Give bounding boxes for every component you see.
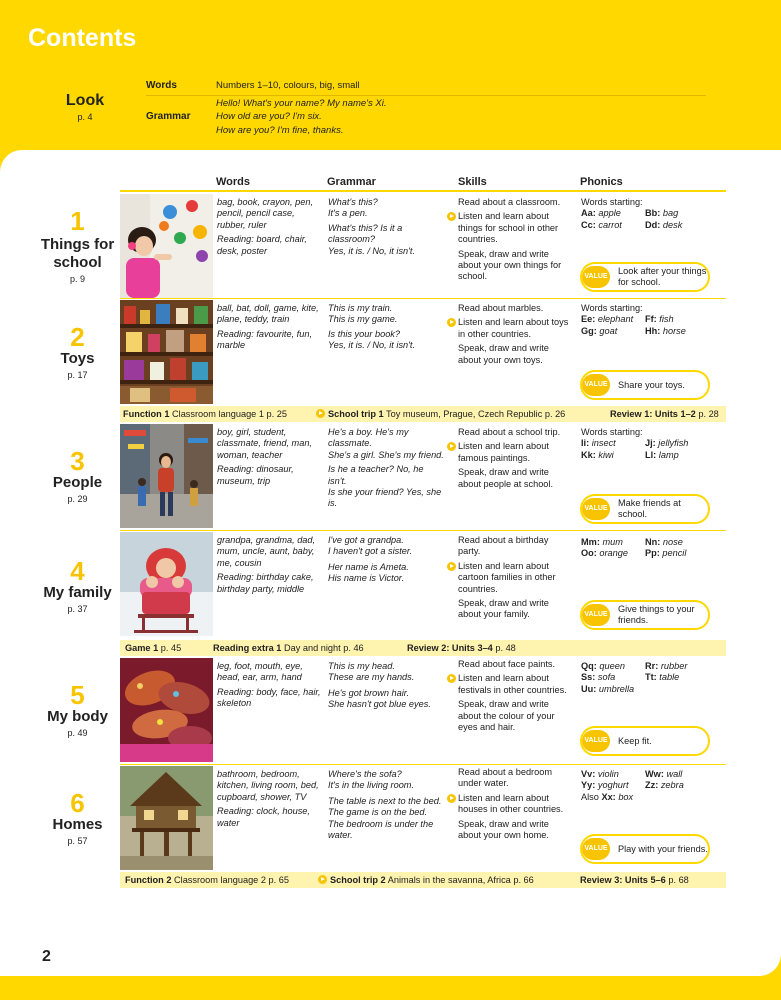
look-title: Look — [65, 92, 105, 109]
value-badge — [580, 370, 710, 400]
phonics-item: Bb: bag — [645, 208, 679, 219]
words-cell — [217, 427, 321, 490]
unit-title-line1: My body — [47, 708, 108, 725]
extras-strip — [120, 406, 726, 422]
audio-play-icon — [316, 409, 325, 418]
words-list: boy, girl, student, classmate, friend, man, woman, teacher — [217, 427, 312, 460]
unit-title-line1: My family — [43, 584, 112, 601]
skill-listening: Listen and learn about famous paintings. — [458, 441, 572, 464]
unit-number: 2 — [70, 322, 85, 352]
strip-review: Review 3: Units 5–6 p. 68 — [580, 875, 689, 885]
grammar-cell — [328, 197, 448, 260]
skills-cell — [458, 303, 572, 369]
grammar-line: The table is next to the bed. — [328, 795, 442, 806]
unit-photo-treehouse — [120, 766, 213, 870]
value-icon: VALUE — [582, 374, 610, 396]
unit-photo-street-girl — [120, 424, 213, 528]
grammar-line: What's this? — [328, 197, 378, 207]
words-list: grandpa, grandma, dad, mum, uncle, aunt, baby, me, cousin — [217, 535, 316, 568]
reading-words: Reading: dinosaur, museum, trip — [217, 464, 294, 486]
skill-reading: Read about face paints. — [458, 659, 556, 669]
unit-number: 6 — [70, 788, 85, 818]
reading-words: Reading: board, chair, desk, poster — [217, 234, 307, 256]
phonics-item: Mm: mum — [581, 537, 623, 547]
value-text: Play with your friends. — [618, 843, 708, 854]
words-list: ball, bat, doll, game, kite, plane, teddy, train — [217, 303, 319, 325]
phonics-item: Dd: desk — [645, 219, 683, 230]
words-cell — [217, 769, 321, 832]
audio-play-icon — [447, 562, 456, 571]
grammar-line: He's got brown hair. — [328, 687, 410, 698]
phonics-item: Ff: fish — [645, 314, 674, 325]
phonics-item: Ss: sofa — [581, 672, 616, 683]
audio-play-icon — [447, 794, 456, 803]
skill-speaking: Speak, draw and write about your family. — [458, 598, 549, 620]
phonics-item: Oo: orange — [581, 548, 628, 559]
grammar-line: This is my game. — [328, 314, 398, 325]
phonics-cell — [581, 661, 721, 695]
skill-reading: Read about a bedroom under water. — [458, 767, 552, 789]
phonics-item: Gg: goat — [581, 325, 618, 336]
grammar-cell — [328, 535, 448, 585]
extras-strip — [120, 640, 726, 656]
value-text: Make friends at school. — [618, 498, 681, 519]
words-cell — [217, 303, 321, 355]
phonics-item: Uu: umbrella — [581, 683, 635, 694]
value-icon: VALUE — [582, 266, 610, 288]
phonics-cell — [581, 197, 721, 231]
skills-cell — [458, 197, 572, 286]
reading-words: Reading: birthday cake, birthday party, middle — [217, 572, 314, 594]
skill-reading: Read about a classroom. — [458, 197, 561, 207]
unit-page: p. 29 — [67, 494, 88, 504]
skill-listening: Listen and learn about toys in other countries. — [458, 317, 572, 340]
grammar-line: She hasn't got blue eyes. — [328, 699, 431, 710]
grammar-line: It's in the living room. — [328, 780, 415, 791]
unit-page: p. 17 — [67, 370, 88, 380]
unit-title-line1: Homes — [52, 816, 103, 833]
unit-page: p. 9 — [69, 274, 85, 284]
page-number: 2 — [42, 948, 51, 965]
unit-title-line1: People — [52, 474, 103, 491]
value-badge — [580, 494, 710, 524]
unit-page: p. 37 — [67, 604, 88, 614]
grammar-cell — [328, 427, 444, 510]
look-words-label: Words — [146, 80, 177, 91]
skill-speaking: Speak, draw and write about people at school. — [458, 467, 554, 489]
grammar-line: I haven't got a sister. — [328, 546, 413, 557]
divider — [146, 95, 706, 96]
unit-page: p. 57 — [67, 836, 88, 846]
grammar-line: Is he a teacher? No, he isn't. — [328, 464, 424, 486]
look-grammar-label: Grammar — [146, 111, 191, 122]
column-header-grammar: Grammar — [327, 176, 376, 188]
value-text: Keep fit. — [618, 735, 652, 746]
phonics-item: Yy: yoghurt — [581, 780, 629, 791]
grammar-line: What's this? Is it a classroom? — [328, 222, 403, 245]
skill-listening: Listen and learn about things for school in other countries. — [458, 211, 572, 245]
value-badge — [580, 834, 710, 864]
skill-reading: Read about marbles. — [458, 303, 544, 313]
phonics-cell — [581, 427, 721, 461]
grammar-line: His name is Victor. — [328, 573, 405, 584]
grammar-cell — [328, 661, 448, 711]
strip-function: Function 2 Classroom language 2 p. 65 — [125, 875, 289, 885]
grammar-line: The bedroom is under the water. — [328, 818, 434, 841]
grammar-line: Is she your friend? Yes, she is. — [328, 487, 442, 509]
grammar-line: He's a boy. He's my classmate. — [328, 427, 409, 449]
words-list: leg, foot, mouth, eye, head, ear, arm, hand — [217, 661, 303, 683]
phonics-item: Rr: rubber — [645, 661, 688, 671]
value-badge — [580, 262, 710, 292]
unit-title-line1: Things for — [40, 236, 115, 253]
phonics-item: Qq: queen — [581, 661, 625, 671]
phonics-intro: Words starting: — [581, 303, 643, 313]
grammar-line: She's a girl. She's my friend. — [328, 449, 444, 460]
phonics-item: Hh: horse — [645, 325, 686, 336]
value-badge — [580, 600, 710, 630]
look-words: Numbers 1–10, colours, big, small — [216, 80, 360, 91]
grammar-line: Yes, it is. / No, it isn't. — [328, 245, 416, 256]
reading-words: Reading: clock, house, water — [217, 806, 310, 828]
skill-speaking: Speak, draw and write about your own toys. — [458, 343, 549, 365]
value-icon: VALUE — [582, 604, 610, 626]
look-section — [0, 76, 781, 146]
words-list: bathroom, bedroom, kitchen, living room, bed, cupboard, shower, TV — [217, 769, 319, 802]
phonics-item: Also Xx: box — [581, 791, 634, 802]
phonics-item: Nn: nose — [645, 537, 683, 547]
grammar-line: Yes, it is. / No, it isn't. — [328, 340, 416, 351]
phonics-item: Zz: zebra — [645, 780, 684, 791]
grammar-line: This is my head. — [328, 661, 395, 671]
column-header-phonics: Phonics — [580, 176, 623, 188]
unit-title-line1: Toys — [60, 350, 95, 367]
value-text: Give things to your friends. — [618, 604, 695, 625]
strip-review: Review 2: Units 3–4 p. 48 — [407, 643, 516, 653]
value-text: Look after your things for school. — [618, 266, 707, 287]
unit-number: 3 — [70, 446, 85, 476]
phonics-cell — [581, 769, 721, 803]
grammar-line: These are my hands. — [328, 672, 415, 683]
unit-photo-painting-child — [120, 194, 213, 298]
page-title: Contents — [28, 24, 137, 52]
value-badge — [580, 726, 710, 756]
grammar-line: I've got a grandpa. — [328, 535, 404, 545]
row-divider — [120, 764, 726, 765]
value-text: Share your toys. — [618, 379, 685, 390]
unit-number: 4 — [70, 556, 85, 586]
value-icon: VALUE — [582, 730, 610, 752]
grammar-line: Is this your book? — [328, 328, 401, 339]
look-page: p. 4 — [77, 112, 93, 122]
skill-listening: Listen and learn about cartoon families in other countries. — [458, 561, 572, 595]
skill-listening: Listen and learn about festivals in other countries. — [458, 673, 572, 696]
skill-speaking: Speak, draw and write about the colour of your eyes and hair. — [458, 699, 555, 733]
row-divider — [120, 530, 726, 531]
phonics-cell — [581, 537, 721, 560]
phonics-item: Vv: violin — [581, 769, 619, 779]
extras-strip — [120, 872, 726, 888]
strip-function: Function 1 Classroom language 1 p. 25 — [123, 409, 287, 419]
grammar-line: Where's the sofa? — [328, 769, 402, 779]
column-header-words: Words — [216, 176, 251, 188]
phonics-intro: Words starting: — [581, 427, 643, 437]
strip-reading-extra: Reading extra 1 Day and night p. 46 — [213, 643, 364, 653]
row-divider — [120, 298, 726, 299]
phonics-item: Kk: kiwi — [581, 449, 614, 460]
reading-words: Reading: body, face, hair, skeleton — [217, 686, 321, 709]
grammar-line: This is my train. — [328, 303, 393, 313]
skill-speaking: Speak, draw and write about your own things for school. — [458, 248, 562, 282]
grammar-line: The game is on the bed. — [328, 807, 428, 818]
unit-photo-toy-shelves — [120, 300, 213, 404]
phonics-item: Ww: wall — [645, 769, 683, 779]
grammar-line: Her name is Ameta. — [328, 561, 409, 572]
panel-corner-inner — [0, 150, 40, 190]
phonics-item: Aa: apple — [581, 208, 621, 219]
words-list: bag, book, crayon, pen, pencil, pencil case, rubber, ruler — [217, 197, 314, 230]
skills-cell — [458, 535, 572, 624]
strip-school-trip: School trip 2 Animals in the savanna, Africa p. 66 — [318, 872, 534, 888]
words-cell — [217, 535, 321, 598]
look-grammar-2: How old are you? I'm six. — [216, 111, 322, 122]
phonics-item: Tt: table — [645, 672, 680, 683]
skill-speaking: Speak, draw and write about your own home. — [458, 818, 549, 841]
grammar-cell — [328, 303, 448, 355]
strip-game: Game 1 p. 45 — [125, 643, 182, 653]
value-icon: VALUE — [582, 838, 610, 860]
unit-photo-painted-hands — [120, 658, 213, 762]
phonics-item: Ll: lamp — [645, 449, 679, 460]
phonics-cell — [581, 303, 721, 337]
phonics-intro: Words starting: — [581, 197, 643, 207]
skills-cell — [458, 659, 572, 736]
unit-photo-family-sled — [120, 532, 213, 636]
skill-listening: Listen and learn about houses in other countries. — [458, 793, 572, 816]
skill-reading: Read about a birthday party. — [458, 535, 549, 557]
reading-words: Reading: favourite, fun, marble — [217, 328, 312, 351]
phonics-item: Cc: carrot — [581, 219, 622, 230]
grammar-line: It's a pen. — [328, 208, 368, 219]
phonics-item: Ee: elephant — [581, 314, 634, 325]
header-divider — [120, 190, 726, 192]
unit-title-line2: school — [53, 254, 102, 271]
unit-page: p. 49 — [67, 728, 88, 738]
grammar-cell — [328, 769, 448, 841]
words-cell — [217, 197, 321, 260]
look-grammar-1: Hello! What's your name? My name's Xi. — [216, 98, 387, 109]
words-cell — [217, 661, 321, 713]
phonics-item: Pp: pencil — [645, 548, 687, 559]
unit-number: 5 — [70, 680, 85, 710]
phonics-item: Jj: jellyfish — [645, 438, 689, 449]
look-grammar-3: How are you? I'm fine, thanks. — [216, 125, 344, 136]
value-icon: VALUE — [582, 498, 610, 520]
unit-number: 1 — [70, 206, 85, 236]
phonics-item: Ii: insect — [581, 438, 616, 449]
column-header-skills: Skills — [458, 176, 487, 188]
skills-cell — [458, 767, 572, 844]
strip-school-trip: School trip 1 Toy museum, Prague, Czech Republic p. 26 — [316, 406, 565, 422]
strip-review: Review 1: Units 1–2 p. 28 — [610, 409, 719, 419]
audio-play-icon — [318, 875, 327, 884]
skill-reading: Read about a school trip. — [458, 427, 561, 437]
skills-cell — [458, 427, 572, 493]
